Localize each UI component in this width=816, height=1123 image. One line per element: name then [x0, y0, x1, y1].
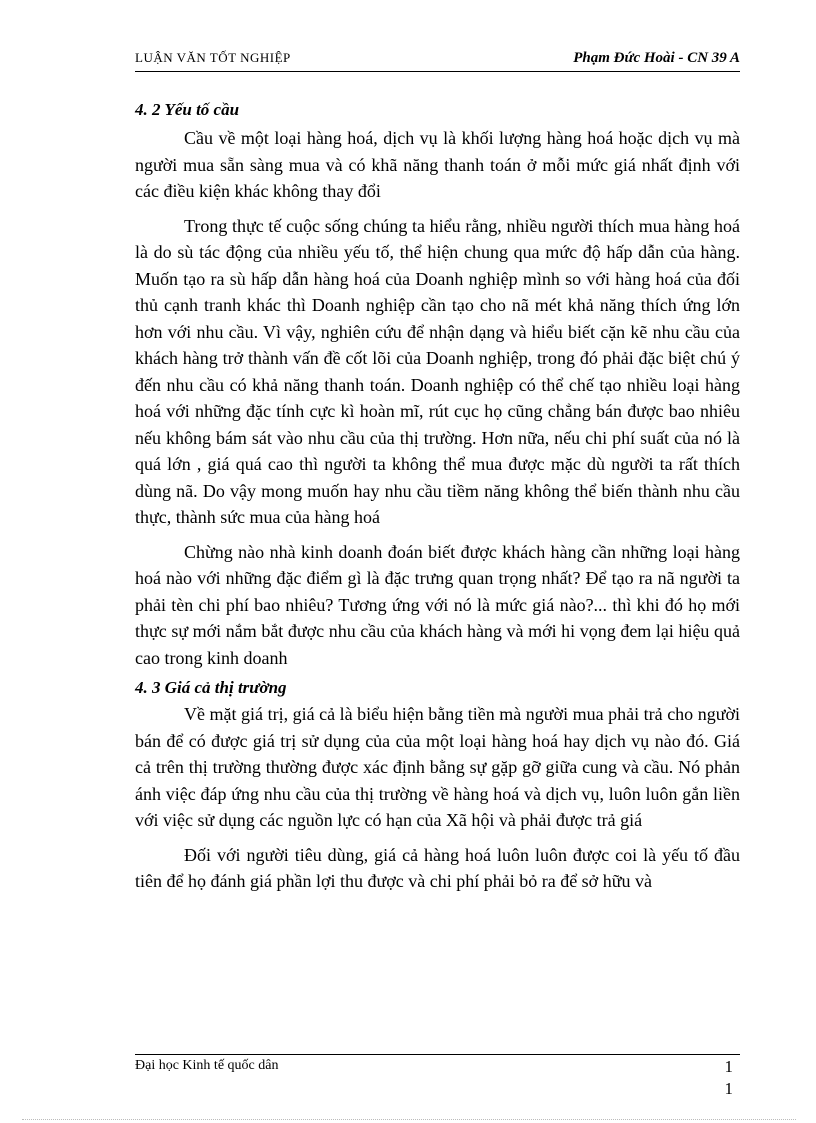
page-body: [135, 97, 740, 895]
section-heading: 4. 2 Yếu tố cầu: [135, 100, 240, 119]
paragraph: Trong thực tế cuộc sống chúng ta hiểu rằng, nhiều người thích mua hàng hoá là do sù tác động của nhiều yếu tố, thể hiện chung qua mức độ hấp dẫn của hàng. Muốn tạo ra sù hấp dẫn hàng hoá của Doanh nghiệp mình so với hàng hoá của đối thủ cạnh tranh khác thì Doanh nghiệp cần tạo cho nã mét khả năng thích ứng lớn hơn với nhu cầu. Vì vậy, nghiên cứu để nhận dạng và hiểu biết cặn kẽ nhu cầu của khách hàng trở thành vấn đề cốt lõi của Doanh nghiệp, trong đó phải đặc biệt chú ý đến nhu cầu có khả năng thanh toán. Doanh nghiệp có thể chế tạo nhiều loại hàng hoá với những đặc tính cực kì hoàn mĩ, rút cục họ cũng chẳng bán được bao nhiêu nếu không bám sát vào nhu cầu của thị trường. Hơn nữa, nếu chi phí suất của nó là quá lớn , giá quá cao thì người ta không thể mua được mặc dù người ta rất thích dùng nã. Do vậy mong muốn hay nhu cầu tiềm năng không thể biến thành nhu cầu thực, thành sức mua của hàng hoá: [135, 215, 740, 527]
paragraph: Chừng nào nhà kinh doanh đoán biết được khách hàng cần những loại hàng hoá nào với những đặc điểm gì là đặc trưng quan trọng nhất? Để tạo ra nã người ta phải tèn chi phí bao nhiêu? Tương ứng với nó là mức giá nào?... thì khi đó họ mới thực sự mới nắm bắt được nhu cầu của khách hàng và mới hi vọng đem lại hiệu quả cao trong kinh doanh: [135, 541, 740, 668]
page-number-line: 1: [724, 1079, 733, 1098]
footer-university: Đại học Kinh tế quốc dân: [135, 1058, 279, 1073]
page-bottom-border: [22, 1119, 796, 1120]
header-divider: [135, 71, 740, 72]
page-number: [725, 1056, 734, 1100]
header-title: LUẬN VĂN TỐT NGHIỆP: [135, 50, 291, 65]
footer-divider: [135, 1054, 740, 1055]
paragraph: Đối với người tiêu dùng, giá cả hàng hoá luôn luôn được coi là yếu tố đầu tiên để họ đánh giá phần lợi thu được và chi phí phải bỏ ra để sở hữu và: [135, 844, 740, 891]
page-number-line: 1: [724, 1057, 733, 1076]
section-heading: 4. 3 Giá cả thị trường: [135, 678, 287, 697]
page-header: [135, 50, 740, 70]
paragraph: Cầu về một loại hàng hoá, dịch vụ là khối lượng hàng hoá hoặc dịch vụ mà người mua sẵn sàng mua và có khã năng thanh toán ở mỗi mức giá nhất định với các điều kiện khác không thay đổi: [135, 128, 740, 201]
paragraph: Về mặt giá trị, giá cả là biểu hiện bằng tiền mà người mua phải trả cho người bán để có được giá trị sử dụng của của một loại hàng hoá hay dịch vụ nào đó. Giá cả trên thị trường thường được xác định bằng sự gặp gỡ giữa cung và cầu. Nó phản ánh việc đáp ứng nhu cầu của thị trường về hàng hoá và dịch vụ, luôn luôn gắn liền với việc sử dụng các nguồn lực có hạn của Xã hội và phải được trả giá: [135, 704, 740, 830]
header-author: Phạm Đức Hoài - CN 39 A: [573, 50, 740, 66]
